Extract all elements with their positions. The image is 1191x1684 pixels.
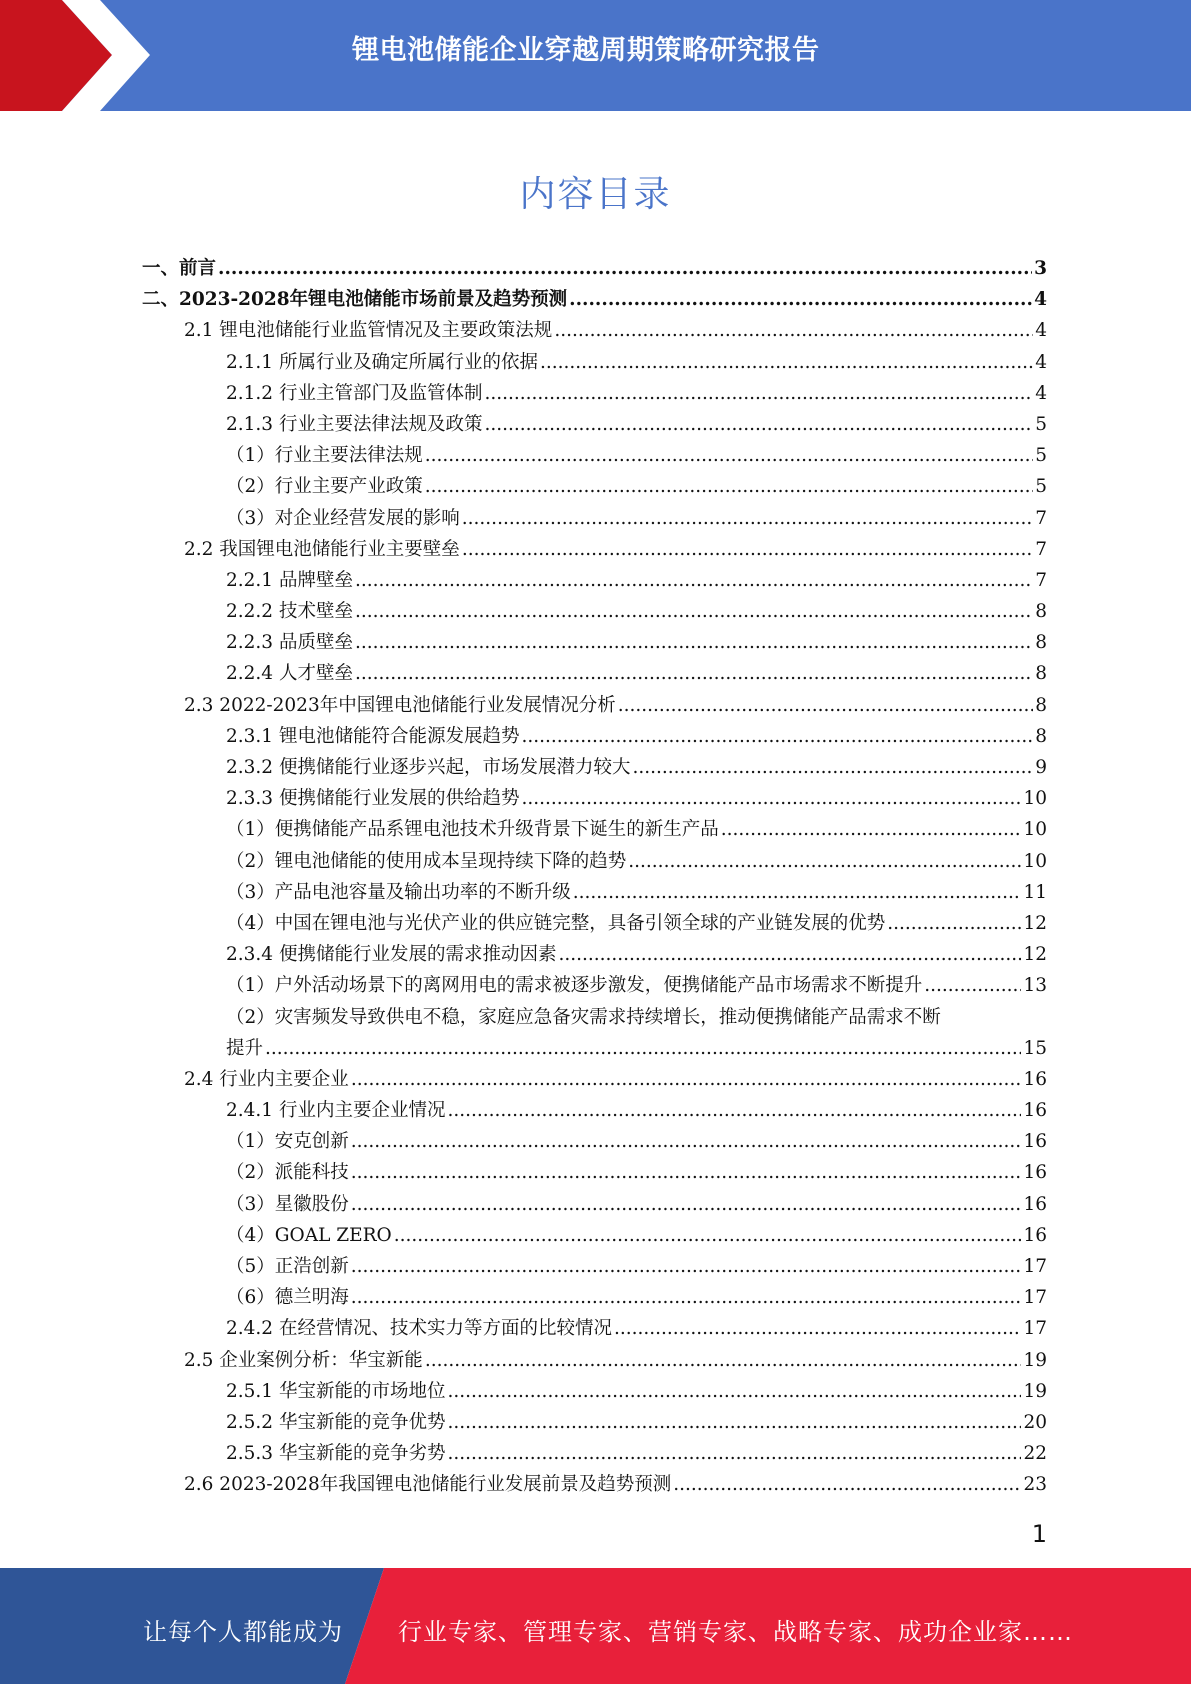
toc-entry[interactable]: [0, 503, 1191, 534]
toc-dot-leader: [632, 752, 1033, 783]
toc-dot-leader: [484, 378, 1033, 409]
toc-entry-label: （2）锂电池储能的使用成本呈现持续下降的趋势: [226, 850, 627, 872]
toc-entry-label: （4）GOAL ZERO: [226, 1224, 392, 1246]
toc-entry[interactable]: [0, 1189, 1191, 1220]
toc-entry-label: （3）产品电池容量及输出功率的不断升级: [226, 881, 571, 903]
toc-dot-leader: [351, 1251, 1022, 1282]
toc-entry[interactable]: [0, 565, 1191, 596]
toc-entry-label: 2.5.3 华宝新能的竞争劣势: [226, 1443, 446, 1465]
toc-entry-label: 2.1.3 行业主要法律法规及政策: [226, 413, 483, 435]
toc-entry-label: 2.2.2 技术壁垒: [226, 601, 353, 623]
toc-entry[interactable]: [0, 534, 1191, 565]
toc-entry-label: 2.4.1 行业内主要企业情况: [226, 1100, 446, 1122]
toc-entry-page: 5: [1035, 476, 1047, 498]
toc-entry-page: 8: [1035, 663, 1047, 685]
toc-dot-leader: [425, 440, 1033, 471]
toc-dot-leader: [355, 565, 1033, 596]
toc-entry[interactable]: [0, 471, 1191, 502]
toc-entry-page: 7: [1035, 569, 1047, 591]
toc-entry-label: （5）正浩创新: [226, 1256, 349, 1278]
toc-entry-label-line1: （2）灾害频发导致供电不稳，家庭应急备灾需求持续增长，推动便携储能产品需求不断: [226, 1006, 941, 1028]
toc-entry[interactable]: [0, 658, 1191, 689]
toc-entry[interactable]: [0, 1002, 1191, 1064]
toc-dot-leader: [554, 315, 1033, 346]
toc-entry[interactable]: [0, 1251, 1191, 1282]
toc-entry-page: 8: [1035, 725, 1047, 747]
toc-entry-label: 2.3.2 便携储能行业逐步兴起，市场发展潜力较大: [226, 757, 631, 778]
toc-entry-page: 4: [1035, 320, 1047, 342]
toc-entry-page: 4: [1035, 351, 1047, 373]
toc-entry-page: 5: [1035, 445, 1047, 467]
footer-banner: [0, 1568, 1191, 1684]
toc-entry-page: 23: [1023, 1474, 1047, 1496]
toc-entry-page: 10: [1023, 819, 1047, 841]
toc-dot-leader: [394, 1220, 1022, 1251]
toc-dot-leader: [425, 471, 1033, 502]
toc-entry-label: （1）便携储能产品系锂电池技术升级背景下诞生的新生产品: [226, 819, 719, 841]
toc-entry-label: 2.2 我国锂电池储能行业主要壁垒: [184, 538, 460, 560]
toc-dot-leader: [351, 1282, 1022, 1313]
toc-entry-label: （4）中国在锂电池与光伏产业的供应链完整，具备引领全球的产业链发展的优势: [226, 912, 886, 934]
toc-entry-page: 16: [1023, 1100, 1047, 1122]
toc-dot-leader: [887, 908, 1021, 939]
toc-entry[interactable]: [0, 1126, 1191, 1157]
toc-entry-page: 16: [1023, 1193, 1047, 1215]
toc-entry-page: 16: [1023, 1162, 1047, 1184]
toc-dot-leader: [447, 1438, 1021, 1469]
toc-dot-leader: [351, 1157, 1022, 1188]
toc-entry[interactable]: [0, 783, 1191, 814]
toc-entry-page: 8: [1035, 601, 1047, 623]
table-of-contents: [0, 253, 1191, 1501]
toc-dot-leader: [540, 347, 1033, 378]
toc-dot-leader: [484, 409, 1033, 440]
toc-entry-page: 16: [1023, 1224, 1047, 1246]
toc-entry-page: 4: [1034, 289, 1047, 311]
toc-entry-page: 17: [1023, 1318, 1047, 1340]
toc-entry-label: 2.5.2 华宝新能的竞争优势: [226, 1411, 446, 1433]
toc-entry-page: 10: [1023, 850, 1047, 872]
toc-entry[interactable]: [0, 970, 1191, 1001]
toc-entry[interactable]: [0, 721, 1191, 752]
toc-entry-label: 2.3.3 便携储能行业发展的供给趋势: [226, 788, 520, 810]
toc-entry-label: （6）德兰明海: [226, 1287, 349, 1309]
header-banner: [0, 0, 1191, 111]
toc-entry-label: 2.1.2 行业主管部门及监管体制: [226, 382, 483, 404]
toc-entry-label: 2.2.1 品牌壁垒: [226, 569, 353, 591]
toc-entry[interactable]: [0, 1282, 1191, 1313]
toc-dot-leader: [618, 690, 1034, 721]
toc-entry[interactable]: [0, 752, 1191, 783]
toc-entry-label: 2.3 2022-2023年中国锂电池储能行业发展情况分析: [184, 694, 616, 716]
toc-dot-leader: [569, 284, 1032, 315]
toc-entry[interactable]: [0, 596, 1191, 627]
toc-entry[interactable]: [0, 1313, 1191, 1344]
toc-entry[interactable]: [0, 315, 1191, 346]
toc-entry[interactable]: [0, 908, 1191, 939]
toc-entry[interactable]: [0, 877, 1191, 908]
toc-entry[interactable]: [0, 1157, 1191, 1188]
toc-entry[interactable]: [0, 1438, 1191, 1469]
toc-dot-leader: [462, 534, 1033, 565]
toc-entry-page: 10: [1023, 788, 1047, 810]
toc-entry[interactable]: [0, 1407, 1191, 1438]
toc-entry-label: （1）户外活动场景下的离网用电的需求被逐步激发，便携储能产品市场需求不断提升: [226, 975, 923, 997]
toc-entry-page: 3: [1034, 258, 1047, 279]
toc-entry-page: 20: [1023, 1411, 1047, 1433]
toc-dot-leader: [265, 1033, 1021, 1064]
toc-entry[interactable]: [0, 627, 1191, 658]
toc-entry-label: 2.6 2023-2028年我国锂电池储能行业发展前景及趋势预测: [184, 1474, 672, 1496]
toc-entry[interactable]: [0, 378, 1191, 409]
toc-entry-page: 8: [1035, 632, 1047, 654]
toc-dot-leader: [355, 627, 1033, 658]
toc-entry-label: 二、2023-2028年锂电池储能市场前景及趋势预测: [142, 289, 568, 311]
toc-entry-label: 2.2.4 人才壁垒: [226, 663, 353, 685]
toc-entry-page: 11: [1023, 881, 1047, 903]
toc-dot-leader: [721, 814, 1022, 845]
toc-entry-label: （2）行业主要产业政策: [226, 476, 423, 498]
toc-entry-page: 17: [1023, 1256, 1047, 1278]
toc-entry-label: （1）行业主要法律法规: [226, 445, 423, 467]
toc-entry[interactable]: [0, 1095, 1191, 1126]
toc-dot-leader: [462, 503, 1033, 534]
footer-slogan-right: 行业专家、管理专家、营销专家、战略专家、成功企业家……: [398, 1618, 1073, 1646]
toc-entry[interactable]: [0, 814, 1191, 845]
toc-entry-label: 2.3.1 锂电池储能符合能源发展趋势: [226, 725, 520, 747]
toc-entry-label: 2.2.3 品质壁垒: [226, 632, 353, 654]
toc-entry-label: 2.5.1 华宝新能的市场地位: [226, 1380, 446, 1402]
toc-entry-page: 13: [1023, 975, 1047, 997]
toc-dot-leader: [447, 1095, 1021, 1126]
toc-entry-label: （3）对企业经营发展的影响: [226, 507, 460, 529]
toc-entry[interactable]: [0, 347, 1191, 378]
toc-dot-leader: [521, 721, 1033, 752]
toc-entry[interactable]: [0, 690, 1191, 721]
toc-dot-leader: [924, 970, 1021, 1001]
toc-entry-label: 2.1 锂电池储能行业监管情况及主要政策法规: [184, 320, 553, 342]
toc-entry-label: 一、前言: [142, 258, 217, 279]
toc-entry-page: 16: [1023, 1068, 1047, 1090]
toc-entry-page: 8: [1035, 694, 1047, 716]
toc-entry[interactable]: [0, 1064, 1191, 1095]
toc-dot-leader: [628, 846, 1021, 877]
toc-dot-leader: [218, 253, 1032, 284]
toc-entry-page: 19: [1023, 1380, 1047, 1402]
toc-entry-page: 9: [1035, 757, 1047, 778]
page-number: 1: [1031, 1520, 1047, 1548]
toc-entry-page: 7: [1035, 538, 1047, 560]
toc-dot-leader: [447, 1376, 1021, 1407]
toc-entry[interactable]: [0, 1220, 1191, 1251]
toc-entry-label: 2.3.4 便携储能行业发展的需求推动因素: [226, 944, 557, 966]
toc-entry-label: 2.4.2 在经营情况、技术实力等方面的比较情况: [226, 1318, 612, 1340]
toc-entry-page: 5: [1035, 413, 1047, 435]
toc-entry-page: 16: [1023, 1131, 1047, 1153]
toc-dot-leader: [355, 658, 1033, 689]
toc-dot-leader: [351, 1126, 1022, 1157]
toc-entry[interactable]: [0, 939, 1191, 970]
toc-entry-page: 19: [1023, 1349, 1047, 1371]
toc-entry-page: 12: [1023, 944, 1047, 966]
toc-entry-page: 12: [1023, 912, 1047, 934]
toc-entry[interactable]: [0, 1345, 1191, 1376]
toc-entry-page: 17: [1023, 1287, 1047, 1309]
toc-dot-leader: [521, 783, 1021, 814]
toc-entry-page: 22: [1023, 1443, 1047, 1465]
toc-entry-label: 提升: [226, 1037, 264, 1059]
toc-entry-page: 7: [1035, 507, 1047, 529]
toc-entry-page: 15: [1023, 1037, 1047, 1059]
toc-dot-leader: [355, 596, 1033, 627]
toc-entry[interactable]: [0, 846, 1191, 877]
toc-entry-label: （2）派能科技: [226, 1162, 349, 1184]
toc-dot-leader: [558, 939, 1021, 970]
toc-entry[interactable]: [0, 1376, 1191, 1407]
toc-dot-leader: [351, 1189, 1022, 1220]
toc-entry-page: 4: [1035, 382, 1047, 404]
toc-dot-leader: [573, 877, 1022, 908]
toc-entry[interactable]: [0, 284, 1191, 315]
toc-entry-label: 2.1.1 所属行业及确定所属行业的依据: [226, 351, 538, 373]
toc-entry[interactable]: [0, 253, 1191, 284]
toc-entry-label: （1）安克创新: [226, 1131, 349, 1153]
toc-heading: 内容目录: [519, 174, 672, 215]
toc-entry[interactable]: [0, 409, 1191, 440]
toc-dot-leader: [673, 1469, 1021, 1500]
report-title: 锂电池储能企业穿越周期策略研究报告: [352, 35, 820, 66]
toc-dot-leader: [425, 1345, 1022, 1376]
toc-entry[interactable]: [0, 1469, 1191, 1500]
toc-entry-label: （3）星徽股份: [226, 1193, 349, 1215]
toc-entry[interactable]: [0, 440, 1191, 471]
toc-dot-leader: [447, 1407, 1021, 1438]
toc-entry-label: 2.4 行业内主要企业: [184, 1068, 349, 1090]
toc-dot-leader: [351, 1064, 1022, 1095]
toc-entry-label: 2.5 企业案例分析：华宝新能: [184, 1349, 423, 1371]
footer-slogan-left: 让每个人都能成为: [143, 1618, 343, 1646]
toc-dot-leader: [614, 1313, 1021, 1344]
